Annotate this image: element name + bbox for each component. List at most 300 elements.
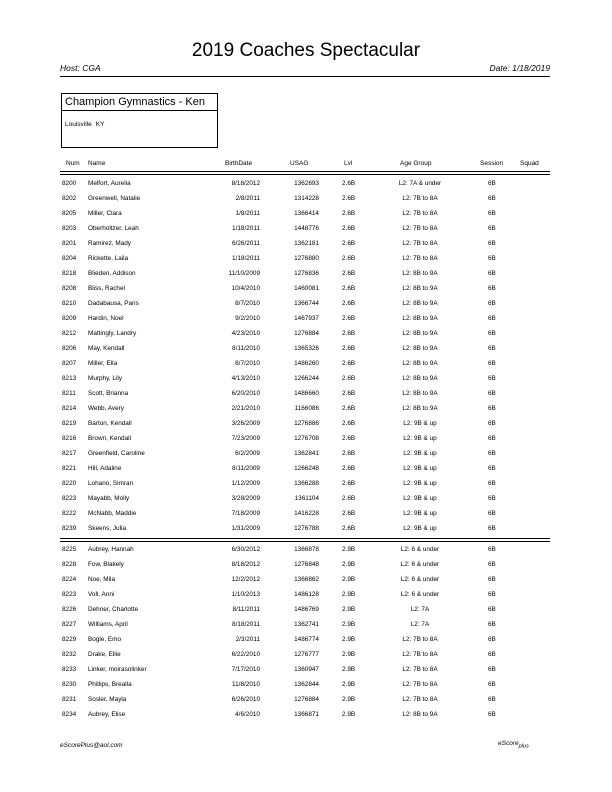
athlete-level: 2.6B [342, 240, 356, 247]
table-row [0, 491, 612, 506]
athlete-birthdate: 8/11/2011 [232, 606, 260, 613]
athlete-level: 2.9B [342, 666, 356, 673]
athlete-session: 6B [488, 666, 496, 673]
athlete-name: Barton, Kendall [88, 420, 132, 427]
athlete-birthdate: 8/18/2011 [232, 621, 260, 628]
athlete-birthdate: 3/26/2009 [231, 420, 260, 427]
table-row [0, 506, 612, 521]
athlete-usag: 1276884 [294, 696, 319, 703]
athlete-usag: 1362841 [294, 450, 319, 457]
athlete-birthdate: 2/21/2010 [231, 405, 260, 412]
athlete-num: 8222 [62, 510, 77, 517]
athlete-name: Noe, Mila [88, 576, 115, 583]
table-row [0, 191, 612, 206]
athlete-name: Scott, Brianna [88, 390, 129, 397]
athlete-num: 8216 [62, 435, 77, 442]
athlete-birthdate: 1/10/2013 [231, 591, 260, 598]
athlete-birthdate: 4/6/2010 [235, 711, 260, 718]
athlete-usag: 1416228 [294, 510, 319, 517]
athlete-num: 8219 [62, 420, 77, 427]
athlete-session: 6B [488, 480, 496, 487]
athlete-num: 8231 [62, 696, 77, 703]
athlete-usag: 1366288 [294, 480, 319, 487]
athlete-num: 8213 [62, 375, 77, 382]
athlete-usag: 1486774 [294, 636, 319, 643]
club-state: KY [95, 121, 105, 128]
athlete-level: 2.6B [342, 420, 356, 427]
athlete-level: 2.6B [342, 510, 356, 517]
athlete-name: Linker, moirasolinker [88, 666, 147, 673]
athlete-age-group: L2: 7B to 8A [402, 225, 438, 232]
athlete-birthdate: 12/2/2012 [231, 576, 260, 583]
athlete-level: 2.9B [342, 651, 356, 658]
athlete-name: Greenfield, Caroline [88, 450, 145, 457]
table-row [0, 647, 612, 662]
athlete-session: 6B [488, 636, 496, 643]
athlete-usag: 1486260 [294, 360, 319, 367]
athlete-session: 6B [488, 606, 496, 613]
athlete-usag: 1366878 [294, 546, 319, 553]
athlete-age-group: L2: 8B to 9A [402, 360, 438, 367]
athlete-age-group: L2: 7B to 8A [402, 210, 438, 217]
athlete-num: 8230 [62, 681, 77, 688]
athlete-usag: 1362844 [294, 681, 319, 688]
athlete-age-group: L2: 7B to 8A [402, 636, 438, 643]
athlete-level: 2.6B [342, 480, 356, 487]
athlete-level: 2.9B [342, 606, 356, 613]
athlete-usag: 1365326 [294, 345, 319, 352]
athlete-session: 6B [488, 405, 496, 412]
athlete-birthdate: 8/7/2010 [235, 360, 260, 367]
athlete-session: 6B [488, 375, 496, 382]
table-row [0, 557, 612, 572]
athlete-birthdate: 8/7/2010 [235, 300, 260, 307]
host-label: Host: CGA [60, 63, 101, 73]
club-location [65, 121, 104, 128]
athlete-name: Ramirez, Mady [88, 240, 131, 247]
table-row [0, 476, 612, 491]
athlete-level: 2.6B [342, 390, 356, 397]
athlete-session: 6B [488, 210, 496, 217]
athlete-name: Aubrey, Hannah [88, 546, 134, 553]
athlete-level: 2.6B [342, 255, 356, 262]
athlete-session: 6B [488, 225, 496, 232]
athlete-num: 8212 [62, 330, 77, 337]
athlete-session: 6B [488, 240, 496, 247]
athlete-num: 8223 [62, 495, 77, 502]
athlete-birthdate: 8/18/2012 [231, 561, 260, 568]
table-row [0, 266, 612, 281]
club-name: Champion Gymnastics - Ken [62, 94, 217, 111]
athlete-level: 2.6B [342, 300, 356, 307]
table-row [0, 542, 612, 557]
athlete-level: 2.6B [342, 375, 356, 382]
col-lvl: Lvl [344, 160, 353, 167]
athlete-usag: 1276886 [294, 420, 319, 427]
athlete-usag: 1276836 [294, 270, 319, 277]
athlete-num: 8208 [62, 285, 77, 292]
brand-sub: plus [518, 743, 529, 750]
athlete-name: McNabb, Maddie [88, 510, 137, 517]
table-row [0, 677, 612, 692]
athlete-level: 2.9B [342, 576, 356, 583]
athlete-birthdate: 8/11/2010 [232, 345, 260, 352]
athlete-num: 8220 [62, 480, 77, 487]
athlete-birthdate: 4/13/2010 [231, 375, 260, 382]
athlete-name: Williams, April [88, 621, 128, 628]
athlete-name: Brown, Kendall [88, 435, 131, 442]
athlete-num: 8232 [62, 651, 77, 658]
table-row [0, 572, 612, 587]
athlete-age-group: L2: 6 & under [400, 561, 440, 568]
table-row [0, 341, 612, 356]
table-row [0, 326, 612, 341]
table-row [0, 386, 612, 401]
table-row [0, 692, 612, 707]
athlete-age-group: L2: 8B to 9A [402, 315, 438, 322]
athlete-age-group: L2: 9B & up [403, 510, 437, 517]
athlete-age-group: L2: 8B to 9A [402, 405, 438, 412]
brand-name: eScore [498, 740, 519, 747]
athlete-usag: 1166086 [294, 405, 319, 412]
athlete-birthdate: 6/30/2012 [231, 546, 260, 553]
table-row [0, 296, 612, 311]
athlete-session: 6B [488, 495, 496, 502]
table-row [0, 461, 612, 476]
athlete-level: 2.9B [342, 591, 356, 598]
table-row [0, 707, 612, 722]
athlete-session: 6B [488, 195, 496, 202]
table-row [0, 602, 612, 617]
athlete-level: 2.6B [342, 465, 356, 472]
athlete-name: May, Kendall [88, 345, 125, 352]
athlete-name: Miller, Clara [88, 210, 122, 217]
athlete-name: Webb, Avery [88, 405, 124, 412]
athlete-usag: 1448776 [294, 225, 319, 232]
col-usag: USAG [290, 160, 309, 167]
athlete-name: Drake, Ellie [88, 651, 121, 658]
athlete-birthdate: 1/8/2011 [235, 210, 260, 217]
athlete-birthdate: 7/18/2009 [231, 510, 260, 517]
athlete-level: 2.6B [342, 525, 356, 532]
group-divider [60, 538, 550, 539]
athlete-num: 8207 [62, 360, 77, 367]
athlete-name: Blieden, Addison [88, 270, 136, 277]
table-row [0, 356, 612, 371]
athlete-age-group: L2: 9B & up [403, 465, 437, 472]
table-row [0, 206, 612, 221]
athlete-level: 2.6B [342, 285, 356, 292]
table-row [0, 662, 612, 677]
athlete-age-group: L2: 9B & up [403, 480, 437, 487]
table-row [0, 401, 612, 416]
athlete-age-group: L2: 8B to 9A [402, 300, 438, 307]
athlete-birthdate: 2/3/2011 [235, 636, 260, 643]
athlete-usag: 1366744 [294, 300, 319, 307]
athlete-usag: 1362741 [294, 621, 319, 628]
athlete-session: 6B [488, 465, 496, 472]
athlete-num: 8228 [62, 561, 77, 568]
athlete-age-group: L2: 7B to 8A [402, 666, 438, 673]
athlete-name: Rickette, Laila [88, 255, 129, 262]
athlete-level: 2.9B [342, 636, 356, 643]
athlete-session: 6B [488, 651, 496, 658]
athlete-age-group: L2: 7B to 8A [402, 195, 438, 202]
table-row [0, 371, 612, 386]
athlete-num: 8201 [62, 240, 77, 247]
athlete-name: Skeens, Julia [88, 525, 127, 532]
table-row [0, 221, 612, 236]
meet-title: 2019 Coaches Spectacular [191, 40, 421, 61]
athlete-session: 6B [488, 255, 496, 262]
athlete-level: 2.6B [342, 195, 356, 202]
date-label: Date: 1/18/2019 [489, 63, 550, 73]
athlete-level: 2.9B [342, 696, 356, 703]
athlete-usag: 1467937 [294, 315, 319, 322]
athlete-level: 2.6B [342, 315, 356, 322]
athlete-level: 2.6B [342, 330, 356, 337]
athlete-num: 8218 [62, 270, 77, 277]
table-row [0, 587, 612, 602]
athlete-name: Miller, Ella [88, 360, 118, 367]
athlete-age-group: L2: 9B & up [403, 435, 437, 442]
athlete-birthdate: 1/31/2009 [231, 525, 260, 532]
athlete-level: 2.6B [342, 435, 356, 442]
athlete-birthdate: 2/8/2011 [235, 195, 260, 202]
table-row [0, 431, 612, 446]
athlete-level: 2.9B [342, 711, 356, 718]
table-row [0, 632, 612, 647]
athlete-birthdate: 11/8/2010 [232, 681, 260, 688]
athlete-session: 6B [488, 420, 496, 427]
athlete-age-group: L2: 9B & up [403, 420, 437, 427]
athlete-usag: 1366862 [294, 576, 319, 583]
athlete-num: 8209 [62, 315, 77, 322]
col-squad: Squad [520, 160, 539, 167]
athlete-num: 8203 [62, 225, 77, 232]
athlete-age-group: L2: 7B to 8A [402, 696, 438, 703]
table-row [0, 281, 612, 296]
table-row [0, 251, 612, 266]
col-session: Session [480, 160, 504, 167]
athlete-session: 6B [488, 510, 496, 517]
athlete-birthdate: 6/26/2010 [231, 696, 260, 703]
table-divider [60, 174, 550, 175]
athlete-age-group: L2: 7B to 8A [402, 681, 438, 688]
athlete-usag: 1266248 [294, 465, 319, 472]
athlete-name: Dadabausa, Paris [88, 300, 139, 307]
athlete-name: Fow, Blakely [88, 561, 124, 568]
table-row [0, 311, 612, 326]
athlete-age-group: L2: 8B to 9A [402, 711, 438, 718]
athlete-session: 6B [488, 561, 496, 568]
athlete-level: 2.6B [342, 495, 356, 502]
athlete-birthdate: 8/11/2009 [232, 465, 260, 472]
athlete-age-group: L2: 6 & under [400, 546, 440, 553]
athlete-age-group: L2: 8B to 9A [402, 375, 438, 382]
athlete-num: 8211 [62, 390, 76, 397]
athlete-name: Sosler, Mayla [88, 696, 127, 703]
athlete-age-group: L2: 9B & up [403, 450, 437, 457]
athlete-num: 8204 [62, 255, 77, 262]
athlete-age-group: L2: 8B to 9A [402, 345, 438, 352]
athlete-age-group: L2: 7A [410, 606, 430, 613]
col-name: Name [88, 160, 106, 167]
athlete-session: 6B [488, 435, 496, 442]
athlete-num: 8210 [62, 300, 77, 307]
athlete-usag: 1486660 [294, 390, 319, 397]
athlete-level: 2.6B [342, 225, 356, 232]
athlete-session: 6B [488, 450, 496, 457]
athlete-name: Lohano, Simran [88, 480, 134, 487]
athlete-age-group: L2: 7A [410, 621, 430, 628]
athlete-age-group: L2: 7B to 8A [402, 240, 438, 247]
header-divider [60, 76, 550, 77]
table-row [0, 617, 612, 632]
athlete-session: 6B [488, 576, 496, 583]
athlete-level: 2.6B [342, 405, 356, 412]
athlete-age-group: L2: 6 & under [400, 576, 440, 583]
table-row [0, 416, 612, 431]
athlete-birthdate: 7/17/2010 [231, 666, 260, 673]
athlete-session: 6B [488, 300, 496, 307]
athlete-name: Murphy, Lily [88, 375, 122, 382]
athlete-name: Hardin, Noel [88, 315, 124, 322]
athlete-level: 2.6B [342, 180, 356, 187]
athlete-name: Voll, Anni [88, 591, 115, 598]
athlete-session: 6B [488, 180, 496, 187]
athlete-num: 8227 [62, 621, 77, 628]
athlete-level: 2.6B [342, 450, 356, 457]
athlete-usag: 1314228 [294, 195, 319, 202]
athlete-age-group: L2: 9B & up [403, 495, 437, 502]
athlete-usag: 1266244 [294, 375, 319, 382]
athlete-session: 6B [488, 621, 496, 628]
athlete-usag: 1276708 [294, 435, 319, 442]
athlete-birthdate: 6/26/2011 [232, 240, 260, 247]
athlete-usag: 1366414 [294, 210, 319, 217]
athlete-session: 6B [488, 681, 496, 688]
athlete-num: 8221 [62, 465, 77, 472]
athlete-name: Hill, Adaline [88, 465, 122, 472]
athlete-usag: 1276777 [294, 651, 319, 658]
athlete-usag: 1366871 [294, 711, 319, 718]
athlete-level: 2.6B [342, 360, 356, 367]
athlete-birthdate: 4/23/2010 [231, 330, 260, 337]
athlete-num: 8234 [62, 711, 77, 718]
athlete-usag: 1360947 [294, 666, 319, 673]
athlete-usag: 1276848 [294, 561, 319, 568]
table-row [0, 446, 612, 461]
athlete-usag: 1361104 [294, 495, 319, 502]
athlete-birthdate: 3/28/2009 [231, 495, 260, 502]
athlete-num: 8239 [62, 525, 77, 532]
athlete-name: Bliss, Rachel [88, 285, 125, 292]
athlete-num: 8226 [62, 606, 77, 613]
athlete-age-group: L2: 7B to 8A [402, 255, 438, 262]
athlete-usag: 1460081 [294, 285, 319, 292]
athlete-level: 2.6B [342, 210, 356, 217]
athlete-session: 6B [488, 711, 496, 718]
athlete-usag: 1276788 [294, 525, 319, 532]
athlete-age-group: L2: 8B to 9A [402, 330, 438, 337]
athlete-birthdate: 7/23/2009 [231, 435, 260, 442]
athlete-birthdate: 1/18/2011 [232, 255, 260, 262]
athlete-num: 8202 [62, 195, 77, 202]
athlete-birthdate: 6/2/2009 [235, 450, 260, 457]
athlete-session: 6B [488, 315, 496, 322]
athlete-level: 2.9B [342, 621, 356, 628]
athlete-session: 6B [488, 345, 496, 352]
athlete-session: 6B [488, 270, 496, 277]
athlete-birthdate: 11/10/2009 [228, 270, 260, 277]
athlete-age-group: L2: 8B to 9A [402, 270, 438, 277]
athlete-name: Mattingly, Landry [88, 330, 137, 337]
athlete-usag: 1362693 [294, 180, 319, 187]
athlete-name: Oberholtzer, Leah [88, 225, 139, 232]
athlete-level: 2.6B [342, 270, 356, 277]
athlete-usag: 1486128 [294, 591, 319, 598]
table-row [0, 521, 612, 536]
athlete-name: Aubrey, Elise [88, 711, 126, 718]
athlete-birthdate: 9/2/2010 [235, 315, 260, 322]
athlete-age-group: L2: 8B to 9A [402, 285, 438, 292]
athlete-birthdate: 1/12/2009 [231, 480, 260, 487]
column-header-row [0, 158, 612, 170]
athlete-num: 8214 [62, 405, 77, 412]
athlete-birthdate: 10/4/2010 [231, 285, 260, 292]
athlete-num: 8223 [62, 591, 77, 598]
athlete-session: 6B [488, 696, 496, 703]
col-birthdate: BirthDate [225, 160, 253, 167]
athlete-session: 6B [488, 546, 496, 553]
athlete-num: 8225 [62, 546, 77, 553]
table-row [0, 236, 612, 251]
athlete-num: 8224 [62, 576, 77, 583]
club-city: Louisville [65, 121, 92, 128]
athlete-session: 6B [488, 285, 496, 292]
athlete-age-group: L2: 9B & up [403, 525, 437, 532]
athlete-birthdate: 6/22/2010 [231, 651, 260, 658]
athlete-name: Phillips, Brealla [88, 681, 132, 688]
athlete-level: 2.9B [342, 681, 356, 688]
athlete-usag: 1486769 [294, 606, 319, 613]
athlete-name: Bogle, Emo [88, 636, 122, 643]
athlete-age-group: L2: 7B to 8A [402, 651, 438, 658]
athlete-num: 8200 [62, 180, 77, 187]
athlete-name: Dehner, Charlotte [88, 606, 139, 613]
athlete-num: 8233 [62, 666, 77, 673]
athlete-session: 6B [488, 525, 496, 532]
table-divider [60, 171, 550, 172]
athlete-level: 2.9B [342, 546, 356, 553]
athlete-age-group: L2: 8B to 9A [402, 390, 438, 397]
athlete-birthdate: 1/18/2011 [232, 225, 260, 232]
athlete-birthdate: 6/20/2010 [231, 390, 260, 397]
athlete-session: 6B [488, 330, 496, 337]
athlete-num: 8229 [62, 636, 77, 643]
club-box [61, 93, 218, 148]
athlete-session: 6B [488, 390, 496, 397]
athlete-usag: 1276884 [294, 330, 319, 337]
athlete-level: 2.9B [342, 561, 356, 568]
athlete-name: Melfort, Aurelia [88, 180, 131, 187]
footer-email: eScorePlus@aol.com [60, 742, 123, 749]
athlete-session: 6B [488, 360, 496, 367]
athlete-age-group: L2: 7A & under [398, 180, 442, 187]
athlete-usag: 1362181 [294, 240, 319, 247]
athlete-name: Mayabb, Molly [88, 495, 130, 502]
